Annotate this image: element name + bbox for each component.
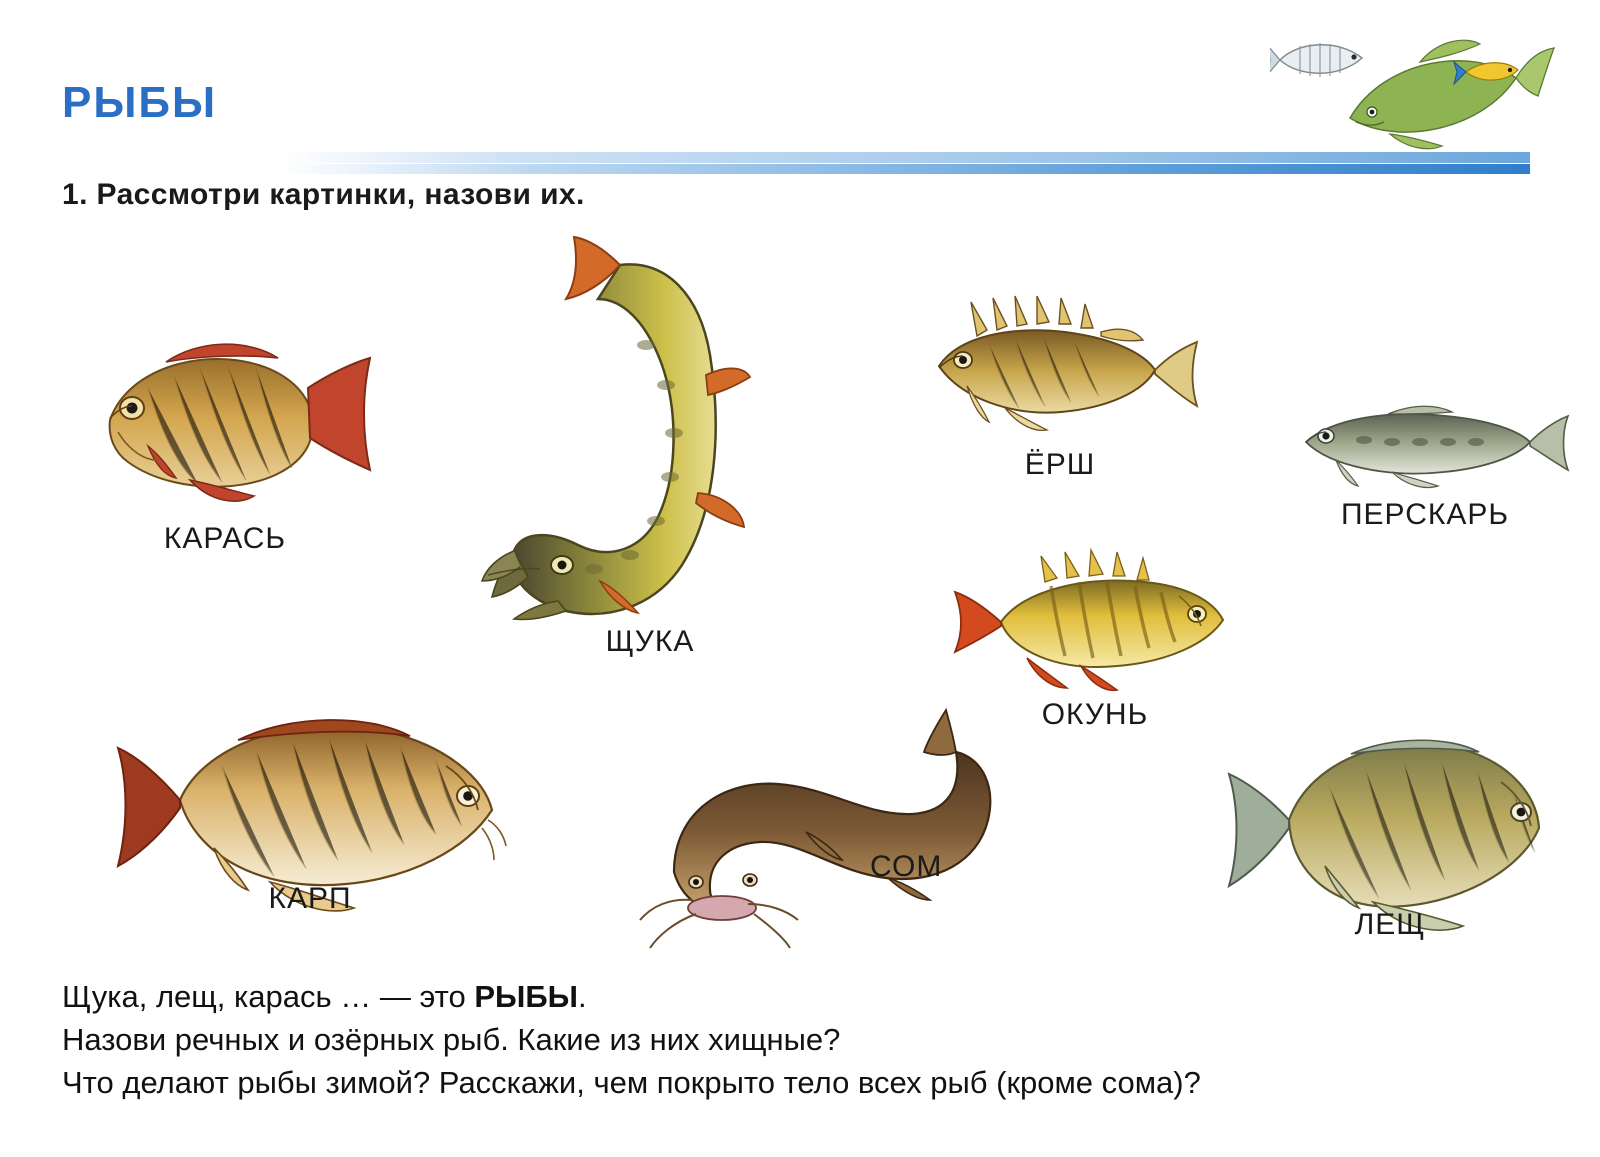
- figure-perskar: [1280, 370, 1570, 570]
- figure-shchuka: [470, 225, 830, 685]
- bottom-line-3: Что делают рыбы зимой? Расскажи, чем покрыто тело всех рыб (кроме сома)?: [62, 1065, 1201, 1100]
- shchuka-illustration-icon: [470, 225, 830, 685]
- perskar-illustration-icon: [1280, 370, 1570, 570]
- bottom-line-2: Назови речных и озёрных рыб. Какие из них хищные?: [62, 1022, 841, 1057]
- label-leshch: ЛЕЩ: [1354, 908, 1426, 941]
- figure-yorsh: [915, 280, 1205, 500]
- bottom-line-1: [62, 975, 1562, 1018]
- figure-karp: [110, 670, 510, 960]
- bottom-line-1-bold: РЫБЫ: [474, 979, 578, 1014]
- task-instruction: 1. Рассмотри картинки, назови их.: [62, 178, 585, 211]
- karp-illustration-icon: [110, 670, 510, 960]
- label-som: СОМ: [870, 850, 943, 883]
- label-karp: КАРП: [268, 882, 352, 915]
- figure-karas: [70, 310, 380, 570]
- page-title: РЫБЫ: [62, 78, 218, 127]
- bottom-text-block: [62, 975, 1562, 1104]
- decorative-fish-group-icon: [1270, 0, 1560, 170]
- figure-som: [630, 700, 1030, 960]
- bottom-line-1-part-b: .: [577, 979, 587, 1014]
- bottom-line-1-part-a: Щука, лещ, карась … — это: [62, 979, 475, 1014]
- som-illustration-icon: [630, 700, 1030, 960]
- figure-leshch: [1225, 700, 1555, 980]
- label-yorsh: ЁРШ: [1024, 448, 1096, 481]
- label-okun: ОКУНЬ: [1041, 698, 1149, 731]
- label-perskar: ПЕРСКАРЬ: [1340, 498, 1510, 531]
- label-karas: КАРАСЬ: [163, 522, 287, 555]
- label-shchuka: ЩУКА: [605, 625, 695, 658]
